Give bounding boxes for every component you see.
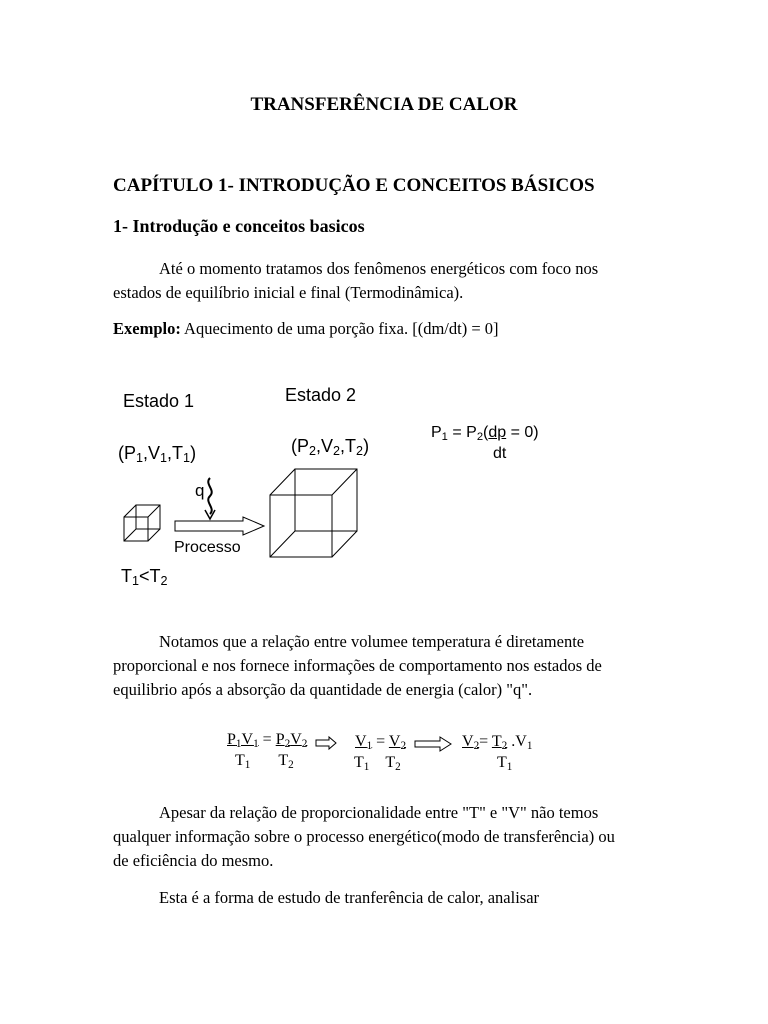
equation-3-numerator: $V_2= T_2$ $.V_1$: [462, 733, 533, 752]
chapter-heading: CAPÍTULO 1- INTRODUÇÃO E CONCEITOS BÁSICOS: [113, 175, 595, 196]
pressure-equation: $P_1 = P_2(dp = 0)$: [431, 424, 539, 443]
paragraph-3-line-1: Apesar da relação de proporcionalidade entre "T" e "V" não temos: [159, 803, 599, 822]
example-label: Exemplo:: [113, 319, 181, 338]
paragraph-3-line-3: de eficiência do mesmo.: [113, 851, 274, 870]
paragraph-3-line-2: qualquer informação sobre o processo energético(modo de transferência) ou: [113, 827, 615, 846]
state2-label: Estado 2: [285, 385, 357, 405]
equation-2-numerator: $V_1 = V_2$: [355, 733, 407, 752]
paragraph-2-line-3: equilibrio após a absorção da quantidade de energia (calor) "q".: [113, 680, 533, 699]
section-heading: 1- Introdução e conceitos basicos: [113, 216, 365, 236]
process-label: Processo: [174, 539, 241, 556]
implies-arrow-2-icon: [415, 737, 451, 751]
state2-variables: $(P_2,V_2,T_2)$: [291, 436, 370, 458]
equation-1-numerator: $P_1V_1 = P_2V_2$: [227, 731, 308, 750]
intro-paragraph-line-2: estados de equilíbrio inicial e final (Termodinâmica).: [113, 283, 464, 302]
equation-3-denominator: $T_1$: [497, 754, 513, 773]
state1-label: Estado 1: [123, 391, 195, 411]
heat-label: q: [195, 481, 205, 500]
intro-paragraph-line-1: Até o momento tratamos dos fenômenos energéticos com foco nos: [159, 259, 599, 278]
equation-2-denominators: $T_1$ $T_2$: [354, 754, 401, 773]
paragraph-2-line-1: Notamos que a relação entre volumee temperatura é diretamente: [159, 632, 585, 651]
equation-1-denominators: $T_1$ $T_2$: [235, 752, 294, 771]
example-text: Aquecimento de uma porção fixa. [(dm/dt) = 0]: [180, 319, 499, 338]
document-title: TRANSFERÊNCIA DE CALOR: [250, 94, 518, 115]
implies-arrow-1-icon: [316, 737, 336, 749]
temperature-relation: $T_1<T_2$: [121, 566, 168, 588]
paragraph-4-line-1: Esta é a forma de estudo de tranferência de calor, analisar: [159, 888, 540, 907]
pressure-equation-denominator: dt: [493, 445, 507, 462]
state1-variables: $(P_1,V_1,T_1)$: [118, 443, 197, 465]
paragraph-2-line-2: proporcional e nos fornece informações de comportamento nos estados de: [113, 656, 602, 675]
